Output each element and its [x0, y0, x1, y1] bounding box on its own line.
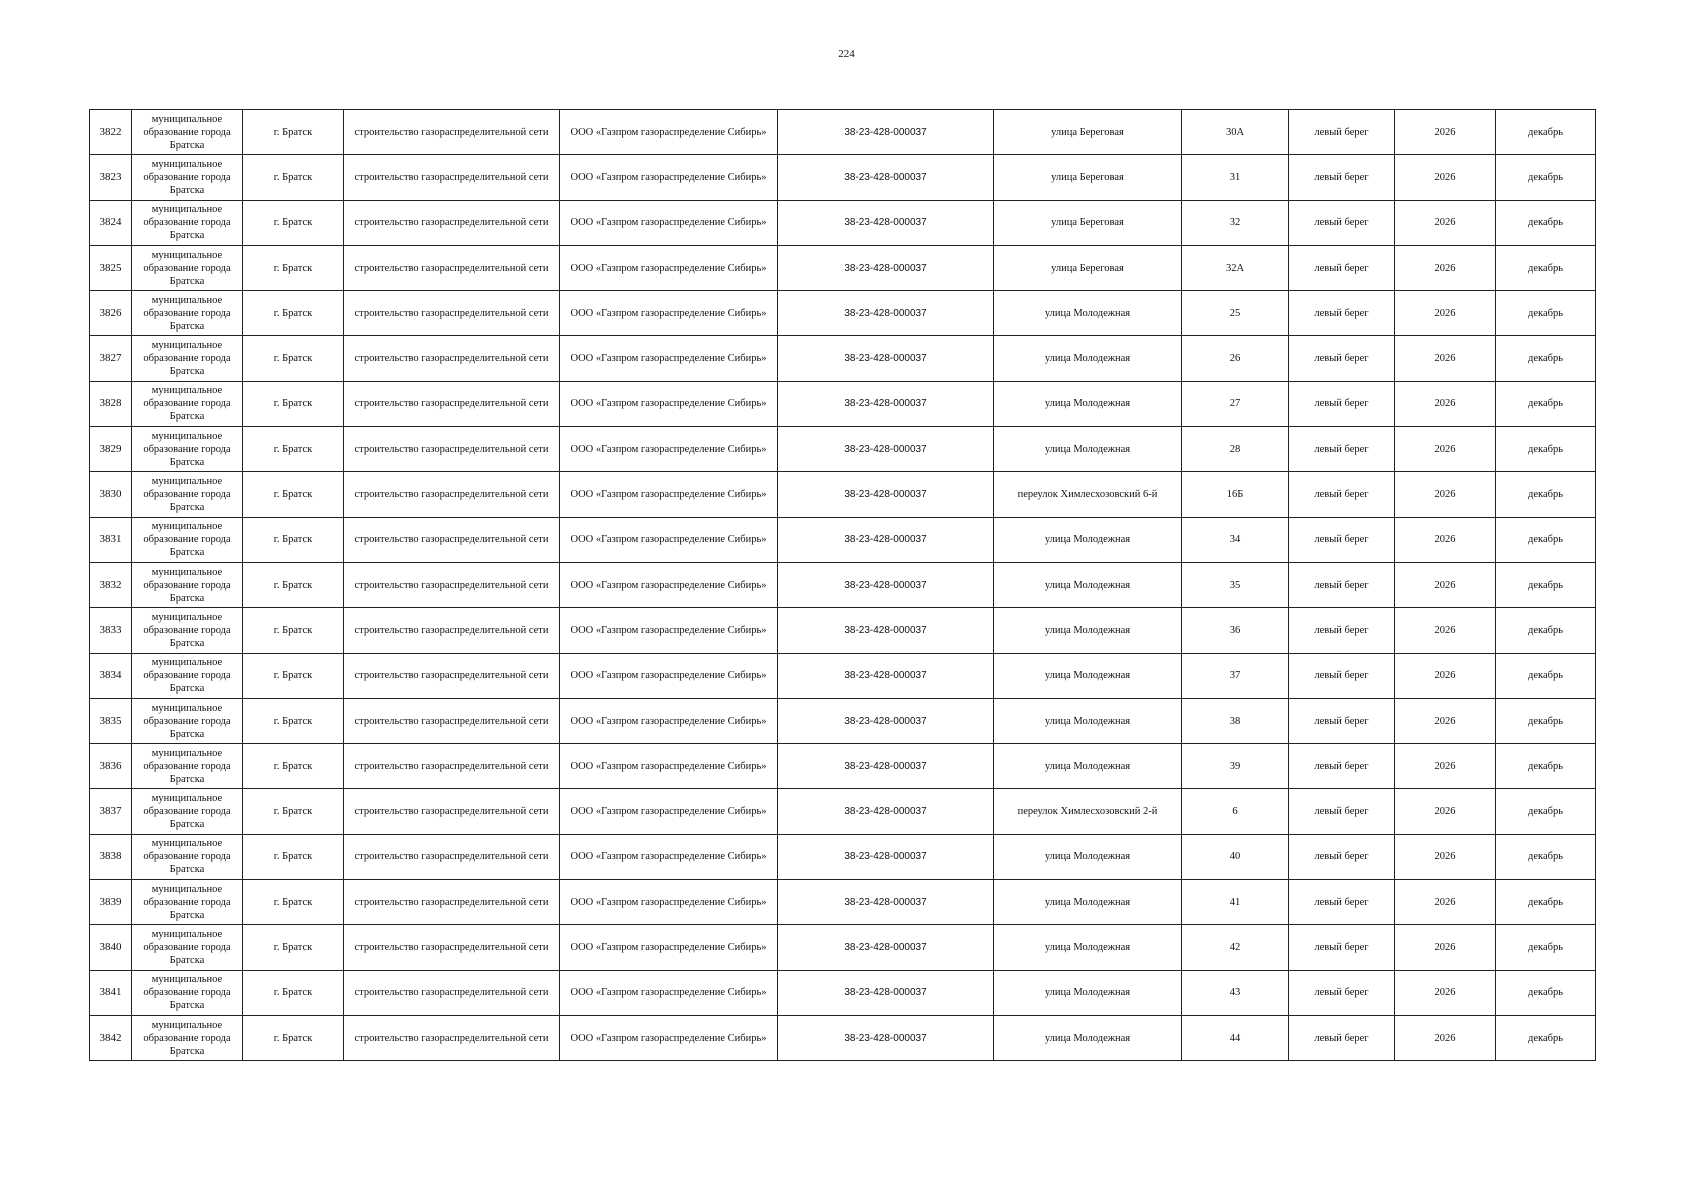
month-cell: декабрь: [1496, 381, 1596, 426]
street-cell: улица Молодежная: [994, 925, 1182, 970]
organization-cell: ООО «Газпром газораспределение Сибирь»: [560, 608, 778, 653]
house-number-cell: 37: [1182, 653, 1289, 698]
river-bank-cell: левый берег: [1289, 427, 1395, 472]
municipality-cell: муниципальное образование города Братска: [132, 608, 243, 653]
table-row: [90, 336, 1596, 381]
row-number: 3831: [90, 517, 132, 562]
municipality-cell: муниципальное образование города Братска: [132, 1015, 243, 1060]
street-cell: улица Молодежная: [994, 381, 1182, 426]
work-type-cell: строительство газораспределительной сети: [344, 653, 560, 698]
row-number: 3829: [90, 427, 132, 472]
month-cell: декабрь: [1496, 472, 1596, 517]
city-cell: г. Братск: [243, 291, 344, 336]
table-row: [90, 1015, 1596, 1060]
row-number: 3822: [90, 110, 132, 155]
object-code-cell: 38-23-428-000037: [778, 789, 994, 834]
year-cell: 2026: [1395, 517, 1496, 562]
street-cell: улица Молодежная: [994, 653, 1182, 698]
municipality-cell: муниципальное образование города Братска: [132, 472, 243, 517]
municipality-cell: муниципальное образование города Братска: [132, 789, 243, 834]
city-cell: г. Братск: [243, 925, 344, 970]
object-code-cell: 38-23-428-000037: [778, 472, 994, 517]
municipality-cell: муниципальное образование города Братска: [132, 562, 243, 607]
work-type-cell: строительство газораспределительной сети: [344, 744, 560, 789]
row-number: 3825: [90, 245, 132, 290]
month-cell: декабрь: [1496, 1015, 1596, 1060]
river-bank-cell: левый берег: [1289, 925, 1395, 970]
river-bank-cell: левый берег: [1289, 562, 1395, 607]
house-number-cell: 31: [1182, 155, 1289, 200]
municipality-cell: муниципальное образование города Братска: [132, 653, 243, 698]
river-bank-cell: левый берег: [1289, 744, 1395, 789]
street-cell: улица Береговая: [994, 155, 1182, 200]
street-cell: улица Молодежная: [994, 517, 1182, 562]
city-cell: г. Братск: [243, 834, 344, 879]
month-cell: декабрь: [1496, 744, 1596, 789]
river-bank-cell: левый берег: [1289, 472, 1395, 517]
street-cell: улица Молодежная: [994, 698, 1182, 743]
object-code-cell: 38-23-428-000037: [778, 291, 994, 336]
month-cell: декабрь: [1496, 562, 1596, 607]
street-cell: улица Береговая: [994, 110, 1182, 155]
river-bank-cell: левый берег: [1289, 970, 1395, 1015]
city-cell: г. Братск: [243, 381, 344, 426]
city-cell: г. Братск: [243, 200, 344, 245]
city-cell: г. Братск: [243, 245, 344, 290]
year-cell: 2026: [1395, 970, 1496, 1015]
row-number: 3837: [90, 789, 132, 834]
river-bank-cell: левый берег: [1289, 698, 1395, 743]
year-cell: 2026: [1395, 200, 1496, 245]
organization-cell: ООО «Газпром газораспределение Сибирь»: [560, 562, 778, 607]
river-bank-cell: левый берег: [1289, 834, 1395, 879]
organization-cell: ООО «Газпром газораспределение Сибирь»: [560, 245, 778, 290]
object-code-cell: 38-23-428-000037: [778, 1015, 994, 1060]
year-cell: 2026: [1395, 381, 1496, 426]
municipality-cell: муниципальное образование города Братска: [132, 744, 243, 789]
work-type-cell: строительство газораспределительной сети: [344, 698, 560, 743]
house-number-cell: 44: [1182, 1015, 1289, 1060]
row-number: 3836: [90, 744, 132, 789]
house-number-cell: 30А: [1182, 110, 1289, 155]
street-cell: улица Молодежная: [994, 336, 1182, 381]
municipality-cell: муниципальное образование города Братска: [132, 970, 243, 1015]
municipality-cell: муниципальное образование города Братска: [132, 336, 243, 381]
river-bank-cell: левый берег: [1289, 517, 1395, 562]
year-cell: 2026: [1395, 834, 1496, 879]
row-number: 3826: [90, 291, 132, 336]
object-code-cell: 38-23-428-000037: [778, 381, 994, 426]
house-number-cell: 32: [1182, 200, 1289, 245]
work-type-cell: строительство газораспределительной сети: [344, 608, 560, 653]
river-bank-cell: левый берег: [1289, 245, 1395, 290]
house-number-cell: 34: [1182, 517, 1289, 562]
month-cell: декабрь: [1496, 698, 1596, 743]
organization-cell: ООО «Газпром газораспределение Сибирь»: [560, 110, 778, 155]
object-code-cell: 38-23-428-000037: [778, 427, 994, 472]
row-number: 3835: [90, 698, 132, 743]
work-type-cell: строительство газораспределительной сети: [344, 789, 560, 834]
table-body: [90, 110, 1596, 1061]
city-cell: г. Братск: [243, 789, 344, 834]
year-cell: 2026: [1395, 925, 1496, 970]
municipality-cell: муниципальное образование города Братска: [132, 110, 243, 155]
river-bank-cell: левый берег: [1289, 653, 1395, 698]
work-type-cell: строительство газораспределительной сети: [344, 970, 560, 1015]
work-type-cell: строительство газораспределительной сети: [344, 925, 560, 970]
street-cell: улица Молодежная: [994, 1015, 1182, 1060]
work-type-cell: строительство газораспределительной сети: [344, 155, 560, 200]
table-row: [90, 698, 1596, 743]
street-cell: улица Молодежная: [994, 744, 1182, 789]
river-bank-cell: левый берег: [1289, 880, 1395, 925]
organization-cell: ООО «Газпром газораспределение Сибирь»: [560, 291, 778, 336]
work-type-cell: строительство газораспределительной сети: [344, 562, 560, 607]
house-number-cell: 35: [1182, 562, 1289, 607]
month-cell: декабрь: [1496, 245, 1596, 290]
year-cell: 2026: [1395, 1015, 1496, 1060]
table-row: [90, 200, 1596, 245]
river-bank-cell: левый берег: [1289, 381, 1395, 426]
city-cell: г. Братск: [243, 698, 344, 743]
row-number: 3833: [90, 608, 132, 653]
organization-cell: ООО «Газпром газораспределение Сибирь»: [560, 925, 778, 970]
work-type-cell: строительство газораспределительной сети: [344, 245, 560, 290]
table-row: [90, 880, 1596, 925]
city-cell: г. Братск: [243, 336, 344, 381]
work-type-cell: строительство газораспределительной сети: [344, 291, 560, 336]
month-cell: декабрь: [1496, 155, 1596, 200]
street-cell: улица Молодежная: [994, 834, 1182, 879]
work-type-cell: строительство газораспределительной сети: [344, 1015, 560, 1060]
organization-cell: ООО «Газпром газораспределение Сибирь»: [560, 653, 778, 698]
street-cell: переулок Химлесхозовский 2-й: [994, 789, 1182, 834]
table-row: [90, 517, 1596, 562]
table-row: [90, 562, 1596, 607]
work-type-cell: строительство газораспределительной сети: [344, 110, 560, 155]
organization-cell: ООО «Газпром газораспределение Сибирь»: [560, 834, 778, 879]
row-number: 3841: [90, 970, 132, 1015]
organization-cell: ООО «Газпром газораспределение Сибирь»: [560, 381, 778, 426]
river-bank-cell: левый берег: [1289, 789, 1395, 834]
city-cell: г. Братск: [243, 517, 344, 562]
row-number: 3824: [90, 200, 132, 245]
river-bank-cell: левый берег: [1289, 336, 1395, 381]
month-cell: декабрь: [1496, 834, 1596, 879]
work-type-cell: строительство газораспределительной сети: [344, 472, 560, 517]
municipality-cell: муниципальное образование города Братска: [132, 517, 243, 562]
work-type-cell: строительство газораспределительной сети: [344, 517, 560, 562]
month-cell: декабрь: [1496, 517, 1596, 562]
street-cell: улица Молодежная: [994, 291, 1182, 336]
street-cell: улица Молодежная: [994, 562, 1182, 607]
year-cell: 2026: [1395, 110, 1496, 155]
street-cell: переулок Химлесхозовский 6-й: [994, 472, 1182, 517]
month-cell: декабрь: [1496, 608, 1596, 653]
city-cell: г. Братск: [243, 155, 344, 200]
month-cell: декабрь: [1496, 291, 1596, 336]
street-cell: улица Молодежная: [994, 970, 1182, 1015]
year-cell: 2026: [1395, 562, 1496, 607]
organization-cell: ООО «Газпром газораспределение Сибирь»: [560, 472, 778, 517]
work-type-cell: строительство газораспределительной сети: [344, 880, 560, 925]
table-row: [90, 155, 1596, 200]
object-code-cell: 38-23-428-000037: [778, 925, 994, 970]
object-code-cell: 38-23-428-000037: [778, 698, 994, 743]
house-number-cell: 6: [1182, 789, 1289, 834]
organization-cell: ООО «Газпром газораспределение Сибирь»: [560, 427, 778, 472]
month-cell: декабрь: [1496, 925, 1596, 970]
object-code-cell: 38-23-428-000037: [778, 517, 994, 562]
house-number-cell: 38: [1182, 698, 1289, 743]
work-type-cell: строительство газораспределительной сети: [344, 427, 560, 472]
municipality-cell: муниципальное образование города Братска: [132, 381, 243, 426]
city-cell: г. Братск: [243, 1015, 344, 1060]
object-code-cell: 38-23-428-000037: [778, 880, 994, 925]
year-cell: 2026: [1395, 245, 1496, 290]
year-cell: 2026: [1395, 155, 1496, 200]
city-cell: г. Братск: [243, 110, 344, 155]
month-cell: декабрь: [1496, 427, 1596, 472]
work-type-cell: строительство газораспределительной сети: [344, 336, 560, 381]
row-number: 3832: [90, 562, 132, 607]
object-code-cell: 38-23-428-000037: [778, 562, 994, 607]
river-bank-cell: левый берег: [1289, 155, 1395, 200]
object-code-cell: 38-23-428-000037: [778, 834, 994, 879]
object-code-cell: 38-23-428-000037: [778, 653, 994, 698]
house-number-cell: 27: [1182, 381, 1289, 426]
object-code-cell: 38-23-428-000037: [778, 744, 994, 789]
city-cell: г. Братск: [243, 880, 344, 925]
month-cell: декабрь: [1496, 336, 1596, 381]
table-row: [90, 653, 1596, 698]
house-number-cell: 41: [1182, 880, 1289, 925]
city-cell: г. Братск: [243, 744, 344, 789]
city-cell: г. Братск: [243, 970, 344, 1015]
object-code-cell: 38-23-428-000037: [778, 336, 994, 381]
year-cell: 2026: [1395, 653, 1496, 698]
row-number: 3842: [90, 1015, 132, 1060]
municipality-cell: муниципальное образование города Братска: [132, 698, 243, 743]
object-code-cell: 38-23-428-000037: [778, 608, 994, 653]
street-cell: улица Береговая: [994, 200, 1182, 245]
house-number-cell: 25: [1182, 291, 1289, 336]
table-row: [90, 789, 1596, 834]
table-row: [90, 291, 1596, 336]
row-number: 3830: [90, 472, 132, 517]
organization-cell: ООО «Газпром газораспределение Сибирь»: [560, 744, 778, 789]
row-number: 3840: [90, 925, 132, 970]
organization-cell: ООО «Газпром газораспределение Сибирь»: [560, 336, 778, 381]
month-cell: декабрь: [1496, 789, 1596, 834]
row-number: 3828: [90, 381, 132, 426]
house-number-cell: 36: [1182, 608, 1289, 653]
organization-cell: ООО «Газпром газораспределение Сибирь»: [560, 517, 778, 562]
table-row: [90, 834, 1596, 879]
row-number: 3839: [90, 880, 132, 925]
object-code-cell: 38-23-428-000037: [778, 155, 994, 200]
organization-cell: ООО «Газпром газораспределение Сибирь»: [560, 698, 778, 743]
month-cell: декабрь: [1496, 200, 1596, 245]
organization-cell: ООО «Газпром газораспределение Сибирь»: [560, 789, 778, 834]
municipality-cell: муниципальное образование города Братска: [132, 834, 243, 879]
street-cell: улица Молодежная: [994, 427, 1182, 472]
city-cell: г. Братск: [243, 653, 344, 698]
table-row: [90, 472, 1596, 517]
city-cell: г. Братск: [243, 472, 344, 517]
table-row: [90, 970, 1596, 1015]
row-number: 3838: [90, 834, 132, 879]
house-number-cell: 28: [1182, 427, 1289, 472]
month-cell: декабрь: [1496, 110, 1596, 155]
year-cell: 2026: [1395, 744, 1496, 789]
municipality-cell: муниципальное образование города Братска: [132, 155, 243, 200]
municipality-cell: муниципальное образование города Братска: [132, 245, 243, 290]
row-number: 3827: [90, 336, 132, 381]
year-cell: 2026: [1395, 880, 1496, 925]
house-number-cell: 40: [1182, 834, 1289, 879]
municipality-cell: муниципальное образование города Братска: [132, 200, 243, 245]
city-cell: г. Братск: [243, 562, 344, 607]
municipality-cell: муниципальное образование города Братска: [132, 880, 243, 925]
gasification-table: [89, 109, 1596, 1061]
municipality-cell: муниципальное образование города Братска: [132, 427, 243, 472]
year-cell: 2026: [1395, 789, 1496, 834]
house-number-cell: 32А: [1182, 245, 1289, 290]
organization-cell: ООО «Газпром газораспределение Сибирь»: [560, 970, 778, 1015]
year-cell: 2026: [1395, 698, 1496, 743]
river-bank-cell: левый берег: [1289, 608, 1395, 653]
month-cell: декабрь: [1496, 880, 1596, 925]
work-type-cell: строительство газораспределительной сети: [344, 834, 560, 879]
table-row: [90, 925, 1596, 970]
year-cell: 2026: [1395, 336, 1496, 381]
year-cell: 2026: [1395, 472, 1496, 517]
year-cell: 2026: [1395, 291, 1496, 336]
year-cell: 2026: [1395, 608, 1496, 653]
house-number-cell: 39: [1182, 744, 1289, 789]
work-type-cell: строительство газораспределительной сети: [344, 381, 560, 426]
municipality-cell: муниципальное образование города Братска: [132, 291, 243, 336]
organization-cell: ООО «Газпром газораспределение Сибирь»: [560, 200, 778, 245]
object-code-cell: 38-23-428-000037: [778, 200, 994, 245]
river-bank-cell: левый берег: [1289, 291, 1395, 336]
object-code-cell: 38-23-428-000037: [778, 110, 994, 155]
table-row: [90, 245, 1596, 290]
house-number-cell: 42: [1182, 925, 1289, 970]
house-number-cell: 16Б: [1182, 472, 1289, 517]
table-row: [90, 110, 1596, 155]
month-cell: декабрь: [1496, 970, 1596, 1015]
table-row: [90, 608, 1596, 653]
river-bank-cell: левый берег: [1289, 200, 1395, 245]
year-cell: 2026: [1395, 427, 1496, 472]
table-row: [90, 381, 1596, 426]
house-number-cell: 26: [1182, 336, 1289, 381]
house-number-cell: 43: [1182, 970, 1289, 1015]
street-cell: улица Молодежная: [994, 608, 1182, 653]
table-row: [90, 427, 1596, 472]
organization-cell: ООО «Газпром газораспределение Сибирь»: [560, 155, 778, 200]
organization-cell: ООО «Газпром газораспределение Сибирь»: [560, 880, 778, 925]
object-code-cell: 38-23-428-000037: [778, 970, 994, 1015]
page-number: 224: [838, 48, 855, 60]
table-row: [90, 744, 1596, 789]
municipality-cell: муниципальное образование города Братска: [132, 925, 243, 970]
street-cell: улица Береговая: [994, 245, 1182, 290]
organization-cell: ООО «Газпром газораспределение Сибирь»: [560, 1015, 778, 1060]
month-cell: декабрь: [1496, 653, 1596, 698]
river-bank-cell: левый берег: [1289, 1015, 1395, 1060]
row-number: 3823: [90, 155, 132, 200]
row-number: 3834: [90, 653, 132, 698]
city-cell: г. Братск: [243, 427, 344, 472]
street-cell: улица Молодежная: [994, 880, 1182, 925]
river-bank-cell: левый берег: [1289, 110, 1395, 155]
work-type-cell: строительство газораспределительной сети: [344, 200, 560, 245]
object-code-cell: 38-23-428-000037: [778, 245, 994, 290]
city-cell: г. Братск: [243, 608, 344, 653]
